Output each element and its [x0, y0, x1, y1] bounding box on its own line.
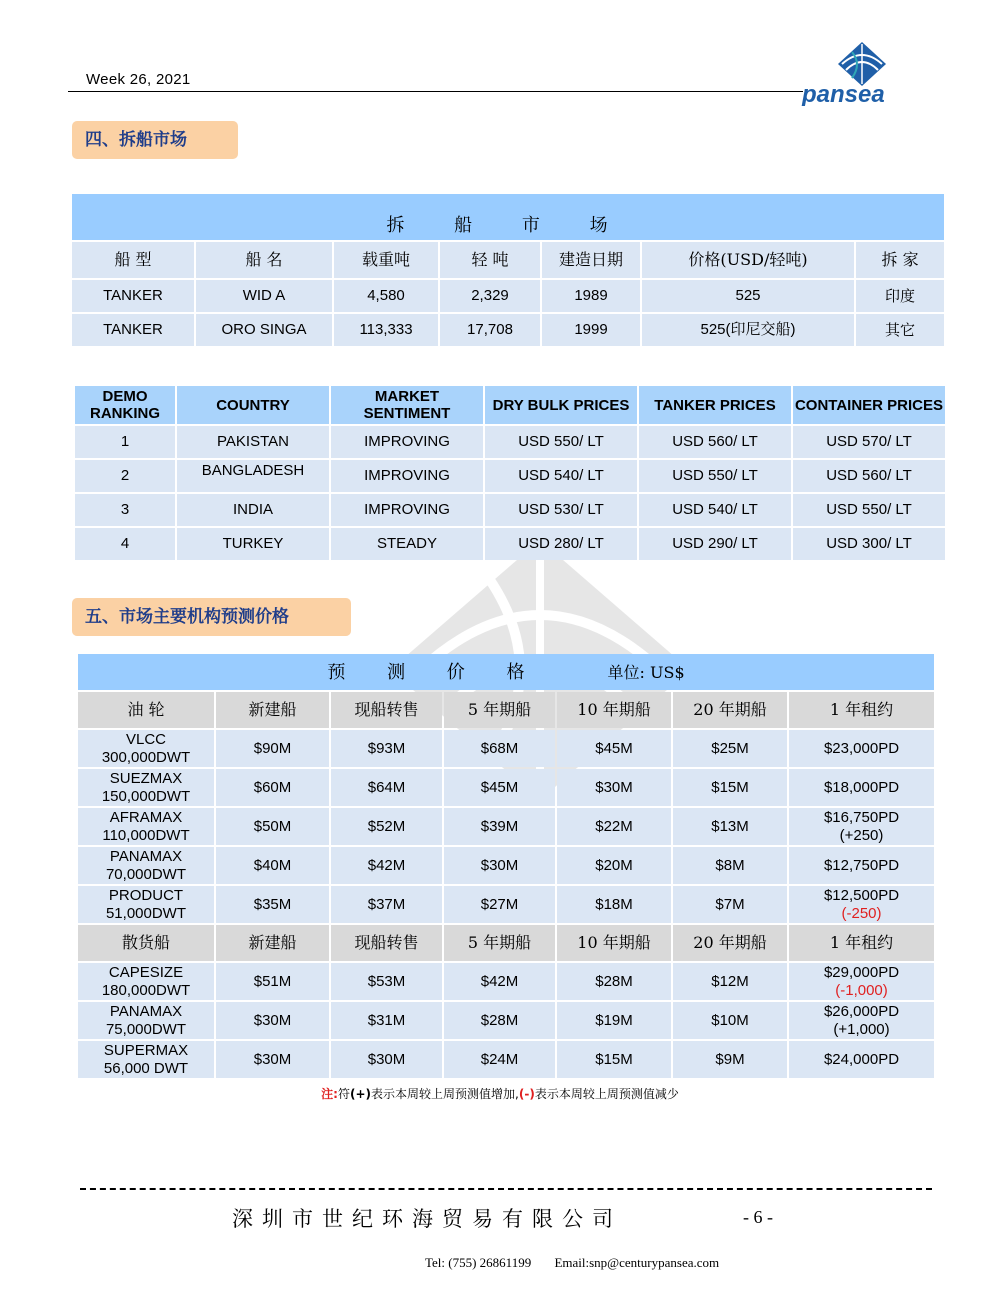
vessel-type: SUPERMAX — [103, 1041, 189, 1059]
table-cell: TANKER — [72, 314, 194, 346]
footer-divider — [80, 1188, 932, 1190]
col-header: COUNTRY — [177, 386, 329, 424]
table-row — [75, 460, 945, 492]
price-cell: $45M — [444, 769, 555, 806]
price-cell: $25M — [673, 730, 787, 767]
rate-change: (+1,000) — [833, 1020, 890, 1038]
table-cell: 113,333 — [334, 314, 438, 346]
price-cell: $52M — [331, 808, 442, 845]
col-header: DEMO RANKING — [75, 386, 175, 424]
price-cell: $30M — [331, 1041, 442, 1078]
table-cell: 2 — [75, 460, 175, 492]
price-cell: $45M — [557, 730, 671, 767]
table-cell: STEADY — [331, 528, 483, 560]
vessel-type: VLCC — [125, 730, 166, 748]
table-cell: BANGLADESH — [177, 460, 329, 492]
table-cell: 17,708 — [440, 314, 540, 346]
vessel-dwt: 51,000DWT — [105, 904, 187, 922]
price-cell: $24M — [444, 1041, 555, 1078]
charter-rate: $12,750PD — [823, 856, 900, 874]
price-cell: $28M — [444, 1002, 555, 1039]
col-header: 现船转售 — [331, 925, 442, 961]
table-cell: 1989 — [542, 280, 640, 312]
col-header: 1 年租约 — [789, 692, 934, 728]
table-row — [78, 808, 934, 845]
vessel-type-cell — [78, 808, 214, 845]
charter-rate: $18,000PD — [823, 778, 900, 796]
forecast-title-cell — [78, 654, 934, 690]
footer-tel: Tel: (755) 26861199 — [425, 1255, 532, 1270]
note-text: 表示本周较上周预测值减少 — [534, 1087, 679, 1101]
table-cell: IMPROVING — [331, 494, 483, 526]
vessel-type-cell — [78, 1002, 214, 1039]
price-cell: $60M — [216, 769, 329, 806]
vessel-type-cell — [78, 769, 214, 806]
vessel-type: SUEZMAX — [109, 769, 183, 787]
col-header: 船 型 — [72, 242, 194, 278]
price-cell: $35M — [216, 886, 329, 923]
col-header: 拆 家 — [856, 242, 944, 278]
price-cell: $20M — [557, 847, 671, 884]
charter-rate: $29,000PD — [823, 963, 900, 981]
table-cell: 印度 — [856, 280, 944, 312]
col-header: 1 年租约 — [789, 925, 934, 961]
vessel-dwt: 70,000DWT — [105, 865, 187, 883]
table-cell: IMPROVING — [331, 426, 483, 458]
table-cell: 3 — [75, 494, 175, 526]
vessel-type: AFRAMAX — [109, 808, 183, 826]
table-row — [78, 1041, 934, 1078]
col-header: CONTAINER PRICES — [793, 386, 945, 424]
charter-rate: $26,000PD — [823, 1002, 900, 1020]
col-header: 20 年期船 — [673, 925, 787, 961]
table-cell: ORO SINGA — [196, 314, 332, 346]
vessel-type-cell — [78, 1041, 214, 1078]
price-cell: $18M — [557, 886, 671, 923]
table-cell: USD 300/ LT — [793, 528, 945, 560]
table-cell: 4,580 — [334, 280, 438, 312]
vessel-dwt: 300,000DWT — [101, 748, 191, 766]
footer-contact — [425, 1255, 739, 1271]
vessel-dwt: 150,000DWT — [101, 787, 191, 805]
col-header: 建造日期 — [542, 242, 640, 278]
col-header: DRY BULK PRICES — [485, 386, 637, 424]
charter-rate-cell — [789, 847, 934, 884]
price-cell: $51M — [216, 963, 329, 1000]
col-header: 10 年期船 — [557, 925, 671, 961]
price-cell: $42M — [331, 847, 442, 884]
footer-company-name: 深圳市世纪环海贸易有限公司 — [232, 1207, 622, 1231]
table-cell: 1999 — [542, 314, 640, 346]
table-row — [75, 528, 945, 560]
price-cell: $7M — [673, 886, 787, 923]
col-header: 20 年期船 — [673, 692, 787, 728]
table-row — [78, 963, 934, 1000]
page-number: - 6 - — [743, 1207, 773, 1227]
table-cell: TANKER — [72, 280, 194, 312]
col-header: 价格(USD/轻吨) — [642, 242, 854, 278]
price-cell: $28M — [557, 963, 671, 1000]
price-cell: $30M — [216, 1041, 329, 1078]
note-minus: (-) — [518, 1087, 535, 1101]
col-header: 现船转售 — [331, 692, 442, 728]
vessel-dwt: 110,000DWT — [102, 826, 190, 844]
table-row — [78, 886, 934, 923]
table-row — [72, 280, 944, 312]
table-row — [78, 769, 934, 806]
table-cell: TURKEY — [177, 528, 329, 560]
table-cell: USD 560/ LT — [793, 460, 945, 492]
price-cell: $10M — [673, 1002, 787, 1039]
col-header: 5 年期船 — [444, 925, 555, 961]
col-header: MARKET SENTIMENT — [331, 386, 483, 424]
col-header: 散货船 — [78, 925, 214, 961]
header-divider — [68, 91, 803, 92]
table-cell: USD 280/ LT — [485, 528, 637, 560]
demo-ranking-table — [73, 384, 947, 562]
price-cell: $31M — [331, 1002, 442, 1039]
table-cell: USD 530/ LT — [485, 494, 637, 526]
charter-rate: $24,000PD — [823, 1050, 900, 1068]
table-cell: PAKISTAN — [177, 426, 329, 458]
charter-rate-cell — [789, 886, 934, 923]
section-title-demolition: 四、拆船市场 — [72, 121, 238, 159]
charter-rate-cell — [789, 1041, 934, 1078]
charter-rate: $23,000PD — [823, 739, 900, 757]
price-cell: $30M — [557, 769, 671, 806]
forecast-note — [0, 1085, 1000, 1102]
rate-change: (-1,000) — [835, 981, 888, 999]
rate-change: (+250) — [839, 826, 884, 844]
price-cell: $30M — [216, 1002, 329, 1039]
price-cell: $90M — [216, 730, 329, 767]
price-cell: $64M — [331, 769, 442, 806]
vessel-type-cell — [78, 886, 214, 923]
table-cell: USD 550/ LT — [793, 494, 945, 526]
note-plus: (+) — [350, 1087, 372, 1101]
footer-email: Email:snp@centurypansea.com — [554, 1255, 720, 1270]
vessel-dwt: 75,000DWT — [105, 1020, 187, 1038]
col-header: 轻 吨 — [440, 242, 540, 278]
note-text: 表示本周较上周预测值增加, — [371, 1087, 519, 1101]
price-cell: $19M — [557, 1002, 671, 1039]
section-title-forecast: 五、市场主要机构预测价格 — [72, 598, 351, 636]
charter-rate: $16,750PD — [823, 808, 900, 826]
table-cell: USD 550/ LT — [485, 426, 637, 458]
price-cell: $50M — [216, 808, 329, 845]
week-label: Week 26, 2021 — [86, 71, 191, 88]
col-header: 新建船 — [216, 925, 329, 961]
table-cell: USD 550/ LT — [639, 460, 791, 492]
table-row — [78, 730, 934, 767]
price-cell: $15M — [673, 769, 787, 806]
price-cell: $68M — [444, 730, 555, 767]
table-row — [75, 494, 945, 526]
forecast-unit: 单位: US$ — [607, 662, 685, 682]
price-cell: $42M — [444, 963, 555, 1000]
charter-rate-cell — [789, 769, 934, 806]
demolition-table — [70, 192, 946, 348]
vessel-type: PRODUCT — [108, 886, 184, 904]
vessel-dwt: 56,000 DWT — [103, 1059, 189, 1077]
table-cell: 525 — [642, 280, 854, 312]
charter-rate-cell — [789, 1002, 934, 1039]
pansea-logo — [798, 40, 928, 106]
table-row — [78, 847, 934, 884]
col-header: 载重吨 — [334, 242, 438, 278]
col-header: 10 年期船 — [557, 692, 671, 728]
price-cell: $15M — [557, 1041, 671, 1078]
table-cell: USD 540/ LT — [485, 460, 637, 492]
table-cell: 525(印尼交船) — [642, 314, 854, 346]
price-cell: $9M — [673, 1041, 787, 1078]
charter-rate: $12,500PD — [823, 886, 900, 904]
forecast-price-table — [76, 652, 936, 1080]
price-cell: $12M — [673, 963, 787, 1000]
table-cell: USD 560/ LT — [639, 426, 791, 458]
col-header: TANKER PRICES — [639, 386, 791, 424]
price-cell: $93M — [331, 730, 442, 767]
rate-change: (-250) — [841, 904, 882, 922]
table-row — [78, 1002, 934, 1039]
table-cell: USD 540/ LT — [639, 494, 791, 526]
note-prefix: 注: — [321, 1087, 338, 1101]
forecast-table-title: 预 测 价 格 — [327, 661, 543, 683]
price-cell: $53M — [331, 963, 442, 1000]
price-cell: $39M — [444, 808, 555, 845]
table-cell: USD 570/ LT — [793, 426, 945, 458]
vessel-type: PANAMAX — [109, 1002, 183, 1020]
table-row — [75, 426, 945, 458]
price-cell: $8M — [673, 847, 787, 884]
table-cell: INDIA — [177, 494, 329, 526]
vessel-type: PANAMAX — [109, 847, 183, 865]
price-cell: $37M — [331, 886, 442, 923]
col-header: 船 名 — [196, 242, 332, 278]
table-cell: WID A — [196, 280, 332, 312]
table-cell: 2,329 — [440, 280, 540, 312]
price-cell: $27M — [444, 886, 555, 923]
demolition-table-title: 拆 船 市 场 — [72, 194, 944, 240]
vessel-type-cell — [78, 730, 214, 767]
vessel-dwt: 180,000DWT — [101, 981, 191, 999]
vessel-type: CAPESIZE — [108, 963, 184, 981]
table-cell: 其它 — [856, 314, 944, 346]
charter-rate-cell — [789, 730, 934, 767]
price-cell: $30M — [444, 847, 555, 884]
table-cell: IMPROVING — [331, 460, 483, 492]
vessel-type-cell — [78, 847, 214, 884]
price-cell: $13M — [673, 808, 787, 845]
price-cell: $22M — [557, 808, 671, 845]
col-header: 新建船 — [216, 692, 329, 728]
vessel-type-cell — [78, 963, 214, 1000]
table-cell: 1 — [75, 426, 175, 458]
note-text: 符 — [337, 1087, 350, 1101]
logo-text: pansea — [802, 81, 885, 106]
col-header: 5 年期船 — [444, 692, 555, 728]
table-cell: 4 — [75, 528, 175, 560]
table-row — [72, 314, 944, 346]
charter-rate-cell — [789, 808, 934, 845]
price-cell: $40M — [216, 847, 329, 884]
col-header: 油 轮 — [78, 692, 214, 728]
charter-rate-cell — [789, 963, 934, 1000]
table-cell: USD 290/ LT — [639, 528, 791, 560]
